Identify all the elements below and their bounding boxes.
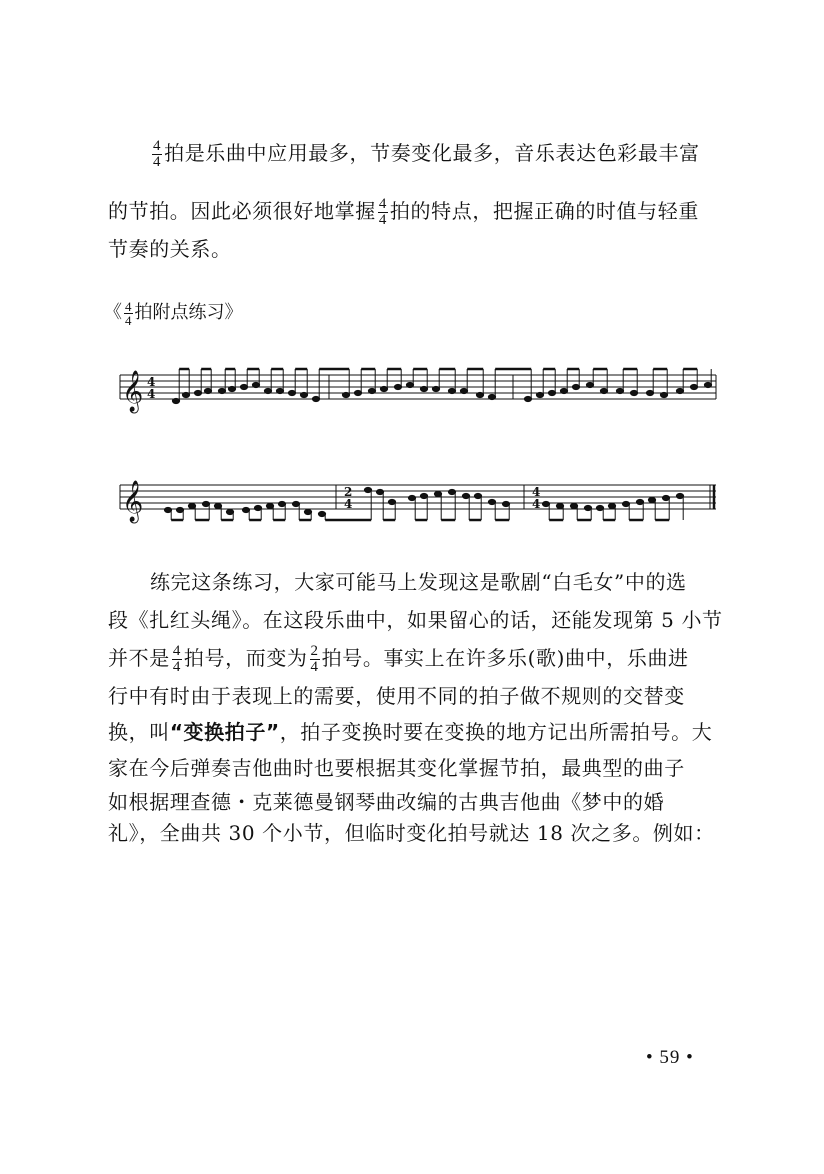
note-head (388, 499, 395, 504)
note-head (600, 388, 607, 393)
note-head (660, 392, 667, 397)
note-head (646, 390, 653, 395)
note-head (368, 388, 375, 393)
treble-clef-icon: 𝄞 (122, 371, 144, 412)
note-head (636, 499, 643, 504)
exercise-title: 《 $\frac{4}{4}$ 拍附点练习》 (104, 298, 243, 328)
note-head (676, 388, 683, 393)
note-head (376, 489, 383, 494)
note-head (616, 388, 623, 393)
note-head (176, 507, 183, 512)
note-head (474, 493, 481, 498)
note-head (194, 390, 201, 395)
fraction-four-four: $\frac{4}{4}$ (172, 643, 181, 675)
music-staff-1 (0, 355, 824, 415)
paragraph2-line3: 并不是 $\frac{4}{4}$ 拍号，而变为 $\frac{2}{4}$ 拍号。事实上在许多乐(歌)曲中，乐曲进 (108, 643, 689, 675)
music-staff-2 (0, 460, 824, 530)
note-head (202, 501, 209, 506)
note-head (254, 505, 261, 510)
note-head (676, 493, 683, 498)
fraction-four-four: $\frac{4}{4}$ (378, 196, 387, 228)
note-head (164, 507, 171, 512)
note-head (266, 503, 273, 508)
note-head (608, 503, 615, 508)
paragraph1-line2: 的节拍。因此必须很好地掌握 $\frac{4}{4}$ 拍的特点，把握正确的时值与轻重 (108, 196, 699, 228)
svg-text:2: 2 (344, 485, 353, 499)
paragraph1-line1: $\frac{4}{4}$ 拍是乐曲中应用最多，节奏变化最多，音乐表达色彩最丰富 (153, 138, 700, 170)
note-head (242, 507, 249, 512)
note-head (380, 386, 387, 391)
note-head (420, 386, 427, 391)
paragraph2-line8: 礼》，全曲共 30 个小节，但临时变化拍号就达 18 次之多。例如： (108, 821, 715, 845)
note-head (188, 503, 195, 508)
note-head (622, 501, 629, 506)
paragraph2-line4: 行中有时由于表现上的需要，使用不同的拍子做不规则的交替变 (108, 684, 685, 708)
note-head (218, 388, 225, 393)
paragraph2-line1: 练完这条练习，大家可能马上发现这是歌剧“白毛女”中的选 (150, 570, 687, 594)
paragraph2-line7: 如根据理查德・克莱德曼钢琴曲改编的古典吉他曲《梦中的婚 (108, 790, 665, 814)
note-head (408, 495, 415, 500)
paragraph2-line5: 换，叫“变换拍子”，拍子变换时要在变换的地方记出所需拍号。大 (108, 720, 713, 744)
note-head (434, 491, 441, 496)
note-head (292, 501, 299, 506)
note-head (228, 386, 235, 391)
note-head (288, 390, 295, 395)
svg-text:4: 4 (532, 485, 541, 499)
note-head (448, 489, 455, 494)
note-head (502, 501, 509, 506)
note-head (240, 384, 247, 389)
note-head (318, 511, 325, 516)
paragraph2-line6: 家在今后弹奏吉他曲时也要根据其变化掌握节拍，最典型的曲子 (108, 756, 685, 780)
note-head (264, 388, 271, 393)
note-head (536, 392, 543, 397)
note-head (226, 509, 233, 514)
note-head (476, 392, 483, 397)
note-head (304, 509, 311, 514)
note-head (300, 392, 307, 397)
note-head (586, 382, 593, 387)
note-head (584, 505, 591, 510)
term-changing-meter: “变换拍子” (169, 720, 280, 744)
note-head (172, 398, 179, 403)
note-head (252, 382, 259, 387)
note-head (312, 396, 319, 401)
page-number: • 59 • (646, 1047, 694, 1068)
note-head (596, 505, 603, 510)
note-head (524, 396, 531, 401)
note-head (560, 388, 567, 393)
svg-text:4: 4 (532, 497, 541, 511)
fraction-two-four: $\frac{2}{4}$ (310, 643, 319, 675)
svg-text:4: 4 (344, 497, 353, 511)
note-head (420, 493, 427, 498)
note-head (630, 390, 637, 395)
note-head (570, 503, 577, 508)
note-head (364, 487, 371, 492)
note-head (462, 493, 469, 498)
note-head (182, 392, 189, 397)
note-head (556, 503, 563, 508)
note-head (276, 388, 283, 393)
fraction-four-four: $\frac{4}{4}$ (153, 138, 162, 170)
svg-text:4: 4 (147, 387, 156, 401)
note-head (690, 384, 697, 389)
note-head (394, 384, 401, 389)
note-head (488, 394, 495, 399)
note-head (432, 386, 439, 391)
note-head (542, 501, 549, 506)
svg-text:4: 4 (147, 375, 156, 389)
note-head (704, 382, 711, 387)
note-head (204, 388, 211, 393)
paragraph1-line3: 节奏的关系。 (108, 237, 232, 261)
note-head (448, 388, 455, 393)
note-head (354, 390, 361, 395)
fraction-four-four: $\frac{4}{4}$ (125, 298, 132, 328)
note-head (648, 497, 655, 502)
note-head (460, 388, 467, 393)
note-head (662, 495, 669, 500)
paragraph2-line2: 段《扎红头绳》。在这段乐曲中，如果留心的话，还能发现第 5 小节 (108, 608, 723, 632)
note-head (342, 392, 349, 397)
note-head (406, 382, 413, 387)
note-head (488, 499, 495, 504)
note-head (214, 503, 221, 508)
note-head (548, 390, 555, 395)
note-head (278, 501, 285, 506)
note-head (572, 384, 579, 389)
treble-clef-icon: 𝄞 (122, 481, 144, 522)
